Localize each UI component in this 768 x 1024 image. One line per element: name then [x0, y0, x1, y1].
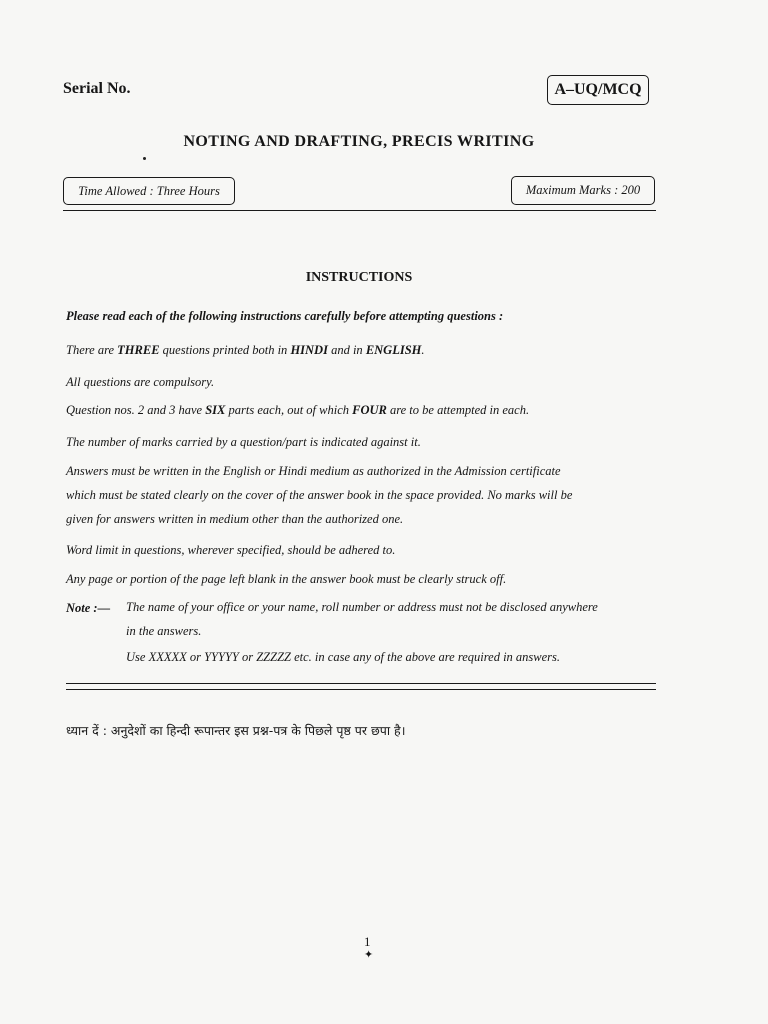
dot-mark	[143, 157, 146, 160]
footer-divider-top	[66, 683, 656, 684]
text-bold: ENGLISH	[365, 343, 422, 357]
note-line-b: in the answers.	[126, 624, 202, 638]
instruction-line-7: Any page or portion of the page left blank in the answer book must be clearly struck off.	[66, 572, 507, 586]
text-bold: SIX	[205, 403, 226, 417]
instructions-heading: INSTRUCTIONS	[305, 270, 413, 285]
time-allowed-box	[63, 177, 235, 205]
text-span: are to be attempted in each.	[386, 403, 530, 417]
star-mark: ✦	[364, 949, 374, 961]
text-span: parts each, out of which	[225, 403, 353, 417]
note-line	[66, 596, 110, 620]
paper-code: A–UQ/MCQ	[554, 81, 642, 98]
hindi-note: ध्यान दें : अनुदेशों का हिन्दी रूपान्तर इस प्रश्न-पत्र के पिछले पृष्ठ पर छपा है।	[66, 723, 406, 738]
time-allowed: Time Allowed : Three Hours	[78, 183, 220, 198]
max-marks: Maximum Marks : 200	[525, 183, 641, 197]
text-bold: FOUR	[352, 403, 387, 417]
instruction-line-2: All questions are compulsory.	[66, 375, 215, 389]
text-bold: HINDI	[290, 343, 328, 357]
max-marks-box	[511, 176, 655, 205]
instructions-intro: Please read each of the following instructions carefully before attempting questions :	[66, 309, 504, 323]
instruction-line-1	[66, 338, 425, 362]
instruction-line-6: Word limit in questions, wherever specified, should be adhered to.	[66, 543, 396, 557]
header-divider	[63, 210, 656, 211]
footer-divider-bottom	[66, 689, 656, 690]
serial-label: Serial No.	[63, 80, 131, 97]
text-span: questions printed both in	[159, 343, 291, 357]
paper-code-box	[547, 75, 649, 105]
note-label: Note :—	[66, 601, 111, 615]
page-number: 1	[364, 934, 371, 949]
text-span: and in	[327, 343, 366, 357]
page-title: NOTING AND DRAFTING, PRECIS WRITING	[183, 133, 535, 150]
instruction-line-3	[66, 398, 529, 422]
text-bold: THREE	[117, 343, 160, 357]
text-span: .	[421, 343, 425, 357]
instruction-line-5b: which must be stated clearly on the cover of the answer book in the space provided. No marks will be	[66, 488, 573, 502]
text-span: Question nos. 2 and 3 have	[66, 403, 206, 417]
note-line-c: Use XXXXX or YYYYY or ZZZZZ etc. in case any of the above are required in answers.	[126, 650, 561, 664]
text-span: There are	[66, 343, 118, 357]
instruction-line-4: The number of marks carried by a question/part is indicated against it.	[66, 435, 421, 449]
instruction-line-5a: Answers must be written in the English or Hindi medium as authorized in the Admission certificate	[66, 464, 561, 478]
note-line-a: The name of your office or your name, roll number or address must not be disclosed anywhere	[126, 600, 598, 614]
instruction-line-5c: given for answers written in medium other than the authorized one.	[66, 512, 404, 526]
